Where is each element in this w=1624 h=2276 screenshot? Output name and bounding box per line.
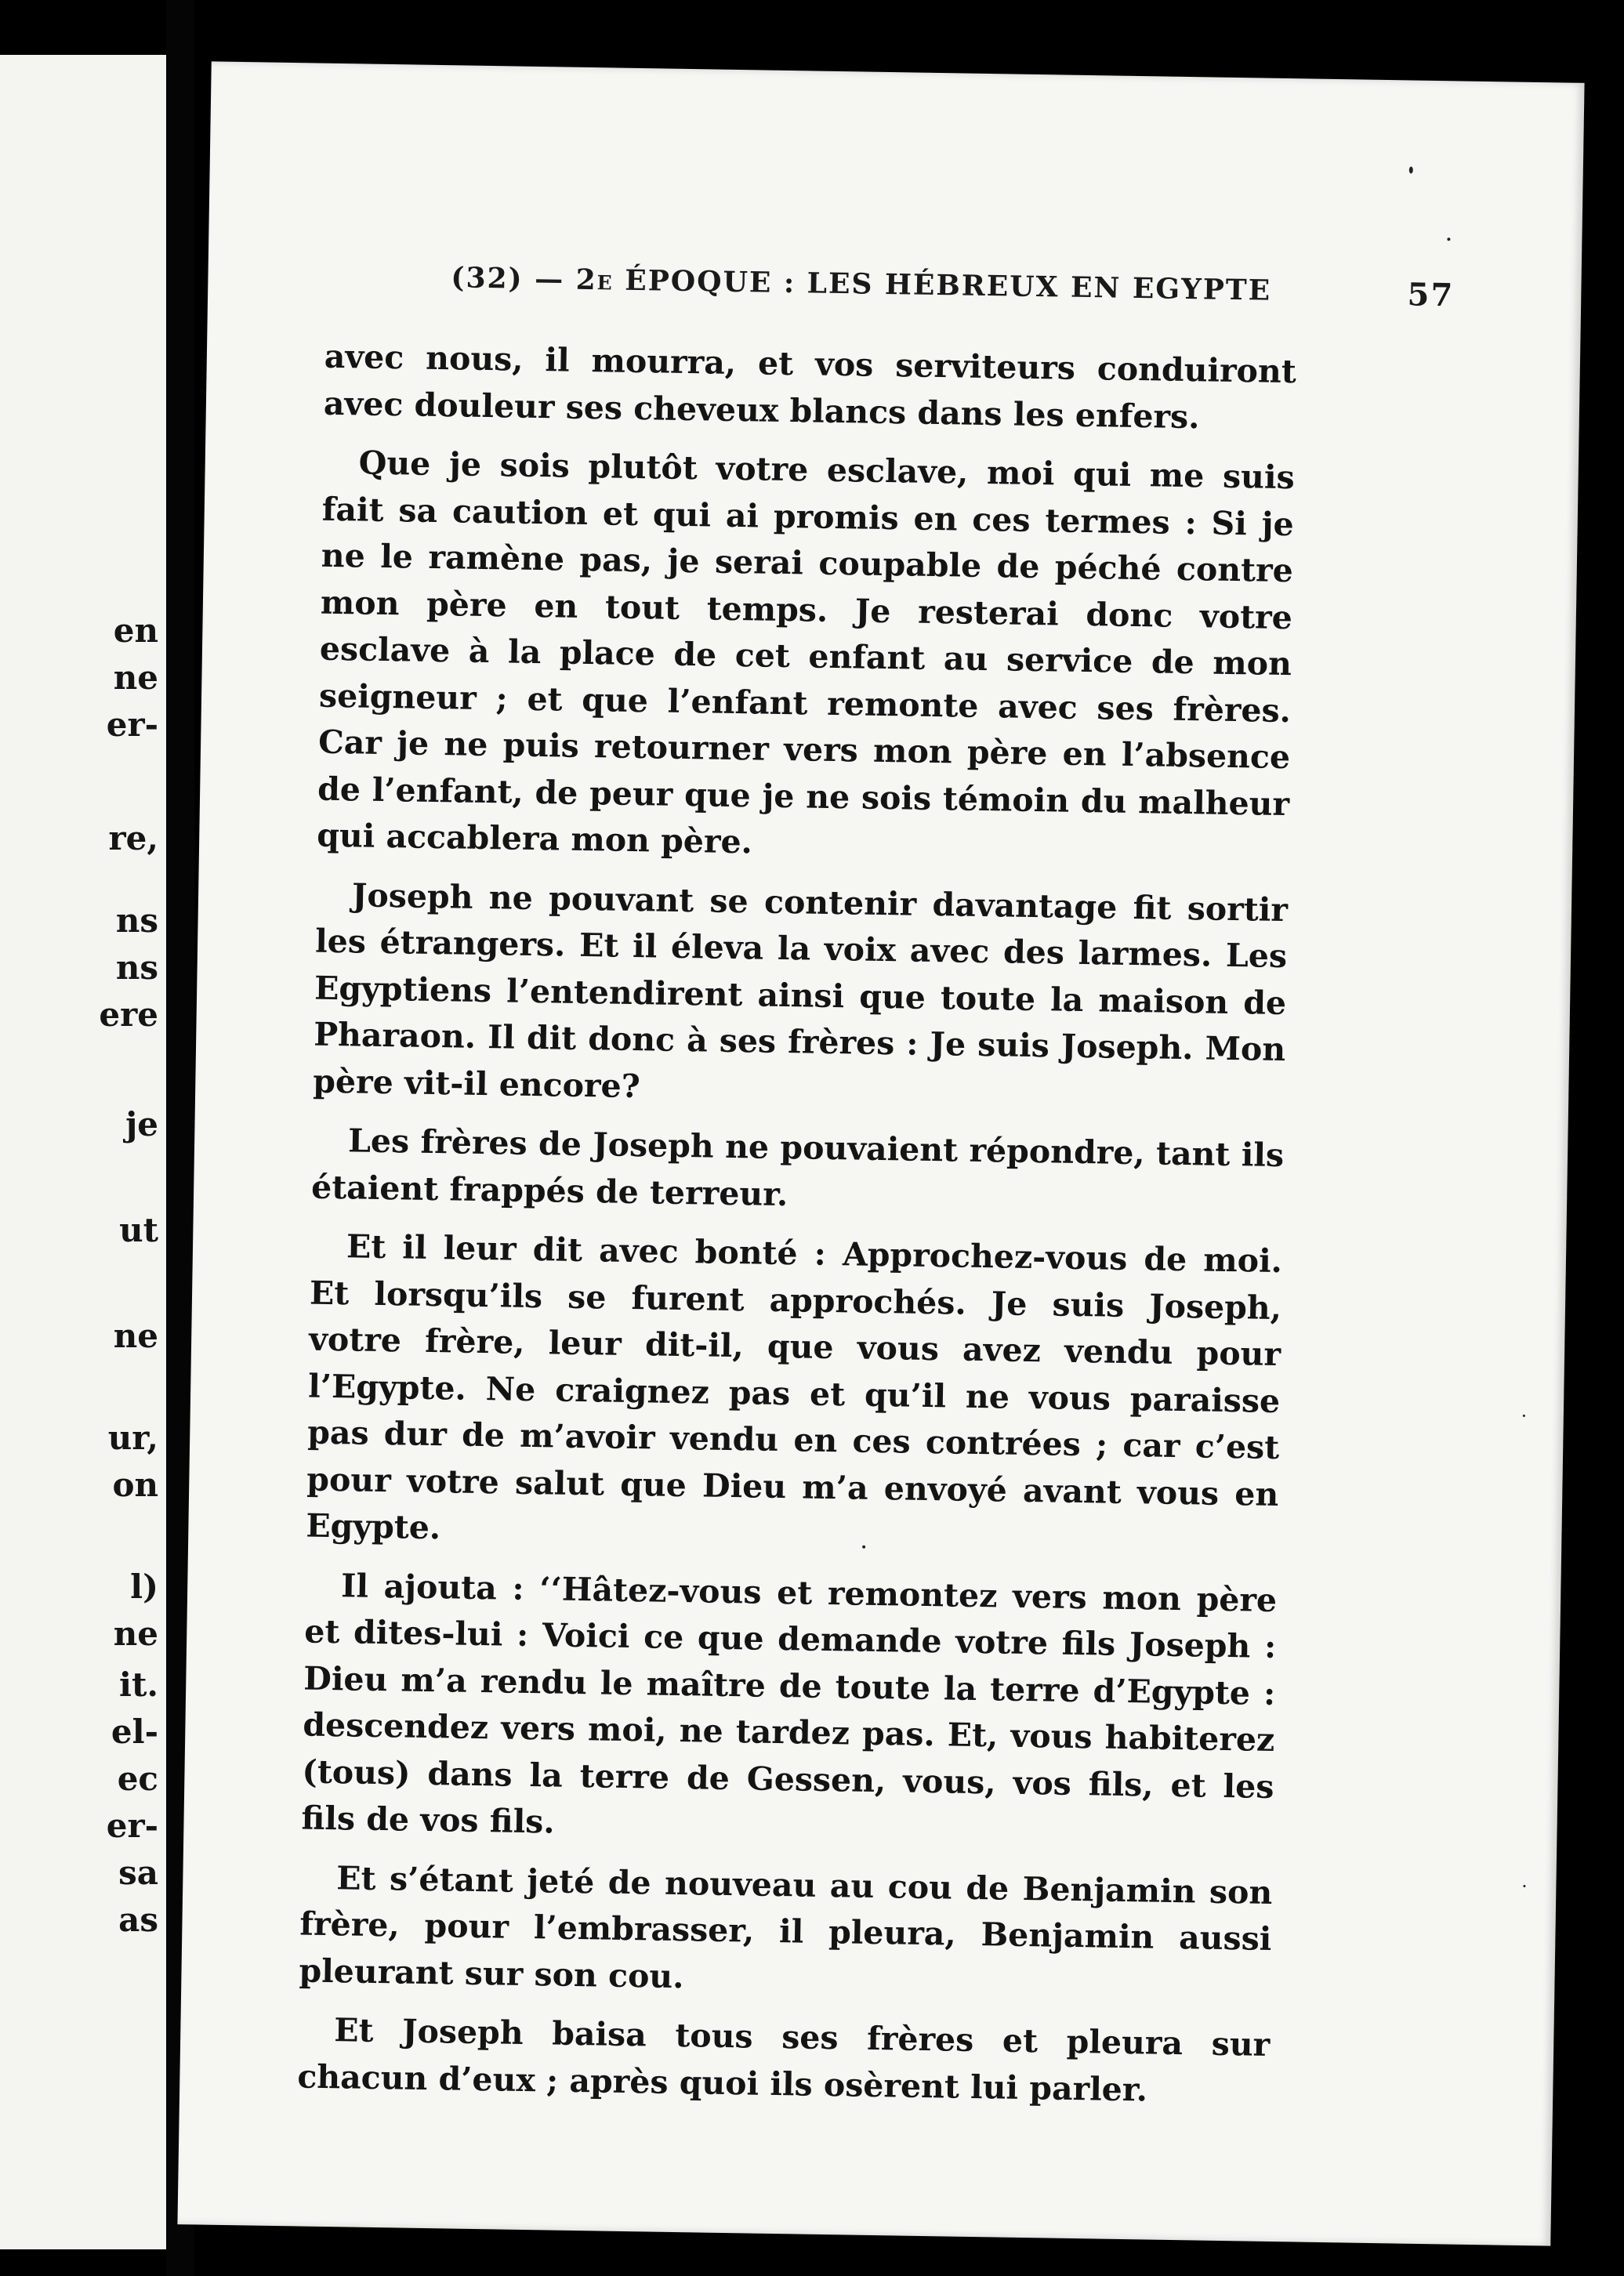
facing-page-text: er- xyxy=(106,1807,158,1845)
facing-page-text: en xyxy=(113,611,158,650)
facing-page-text: ne xyxy=(113,1615,158,1653)
paragraph: Et Joseph baisa tous ses frères et pleura sur chacun d’eux ; après quoi ils osèrent lui parler. xyxy=(297,2011,1271,2108)
facing-page-edge xyxy=(0,55,166,2249)
facing-page-text: ns xyxy=(115,948,158,987)
facing-page-text: je xyxy=(125,1105,158,1143)
facing-page-text: on xyxy=(112,1466,158,1504)
paragraph: Et s’étant jeté de nouveau au cou de Benjamin son frère, pour l’embrasser, il pleura, Benjamin aussi pleurant sur son cou. xyxy=(299,1858,1273,1995)
facing-page-text: sa xyxy=(118,1854,158,1892)
paragraph: Les frères de Joseph ne pouvaient répondre, tant ils étaient frappés de terreur. xyxy=(310,1122,1285,1213)
running-header xyxy=(451,261,1501,314)
paragraph: Il ajouta : ‘‘Hâtez-vous et remontez vers mon père et dites-lui : Voici ce que demande votre fils Joseph : Dieu m’a rendu le maître de toute la terre d’Egypte : descendez vers moi, ne tardez pas. Et, vous habiterez (tous) dans la terre de Gessen, vous, vos fils, et les fils de vos fils. xyxy=(301,1566,1278,1841)
paper-specks xyxy=(212,61,1585,83)
book-page xyxy=(177,61,1584,2245)
facing-page-text: ne xyxy=(113,1317,158,1355)
paragraph: Et il leur dit avec bonté : Approchez-vous de moi. Et lorsqu’ils se furent approchés. Je suis Joseph, votre frère, leur dit-il, que vous avez vendu pour l’Egypte. Ne craignez pas et qu’il ne vous paraisse pas dur de m’avoir vendu en ces contrées ; car c’est pour votre salut que Dieu m’a envoyé avant vous en Egypte. xyxy=(306,1227,1283,1547)
facing-page-text: ut xyxy=(119,1211,158,1249)
facing-page-text: er- xyxy=(106,705,158,744)
facing-page-text: ne xyxy=(113,658,158,697)
facing-page-text: el- xyxy=(111,1712,158,1751)
section-title: (32) — 2e ÉPOQUE : LES HÉBREUX EN EGYPTE xyxy=(451,261,1272,307)
facing-page-text: as xyxy=(118,1901,158,1939)
facing-page-text: ere xyxy=(99,995,158,1034)
facing-page-text: ur, xyxy=(107,1419,158,1457)
paragraph: Joseph ne pouvant se contenir davantage fit sortir les étrangers. Et il éleva la voix avec des larmes. Les Egyptiens l’entendirent ainsi que toute la maison de Pharaon. Il dit donc à ses frères : Je suis Joseph. Mon père vit-il encore? xyxy=(312,875,1289,1105)
facing-page-text: it. xyxy=(119,1665,158,1704)
facing-page-text: ec xyxy=(117,1760,158,1798)
facing-page-text: re, xyxy=(108,819,158,857)
page-number: 57 xyxy=(1407,276,1455,314)
paragraph: Que je sois plutôt votre esclave, moi qui me suis fait sa caution et qui ai promis en ces termes : Si je ne le ramène pas, je serai coupable de péché contre mon père en tout temps. Je resterai donc votre esclave à la place de cet enfant au service de mon seigneur ; et que l’enfant remonte avec ses frères. Car je ne puis retourner vers mon père en l’absence de l’enfant, de peur que je ne sois témoin du malheur qui accablera mon père. xyxy=(316,444,1295,861)
facing-page-text: l) xyxy=(130,1567,158,1606)
facing-page-text: ns xyxy=(115,901,158,940)
paragraph: avec nous, il mourra, et vos serviteurs conduiront avec douleur ses cheveux blancs dans les enfers. xyxy=(323,337,1297,436)
body-text xyxy=(297,334,1297,2128)
